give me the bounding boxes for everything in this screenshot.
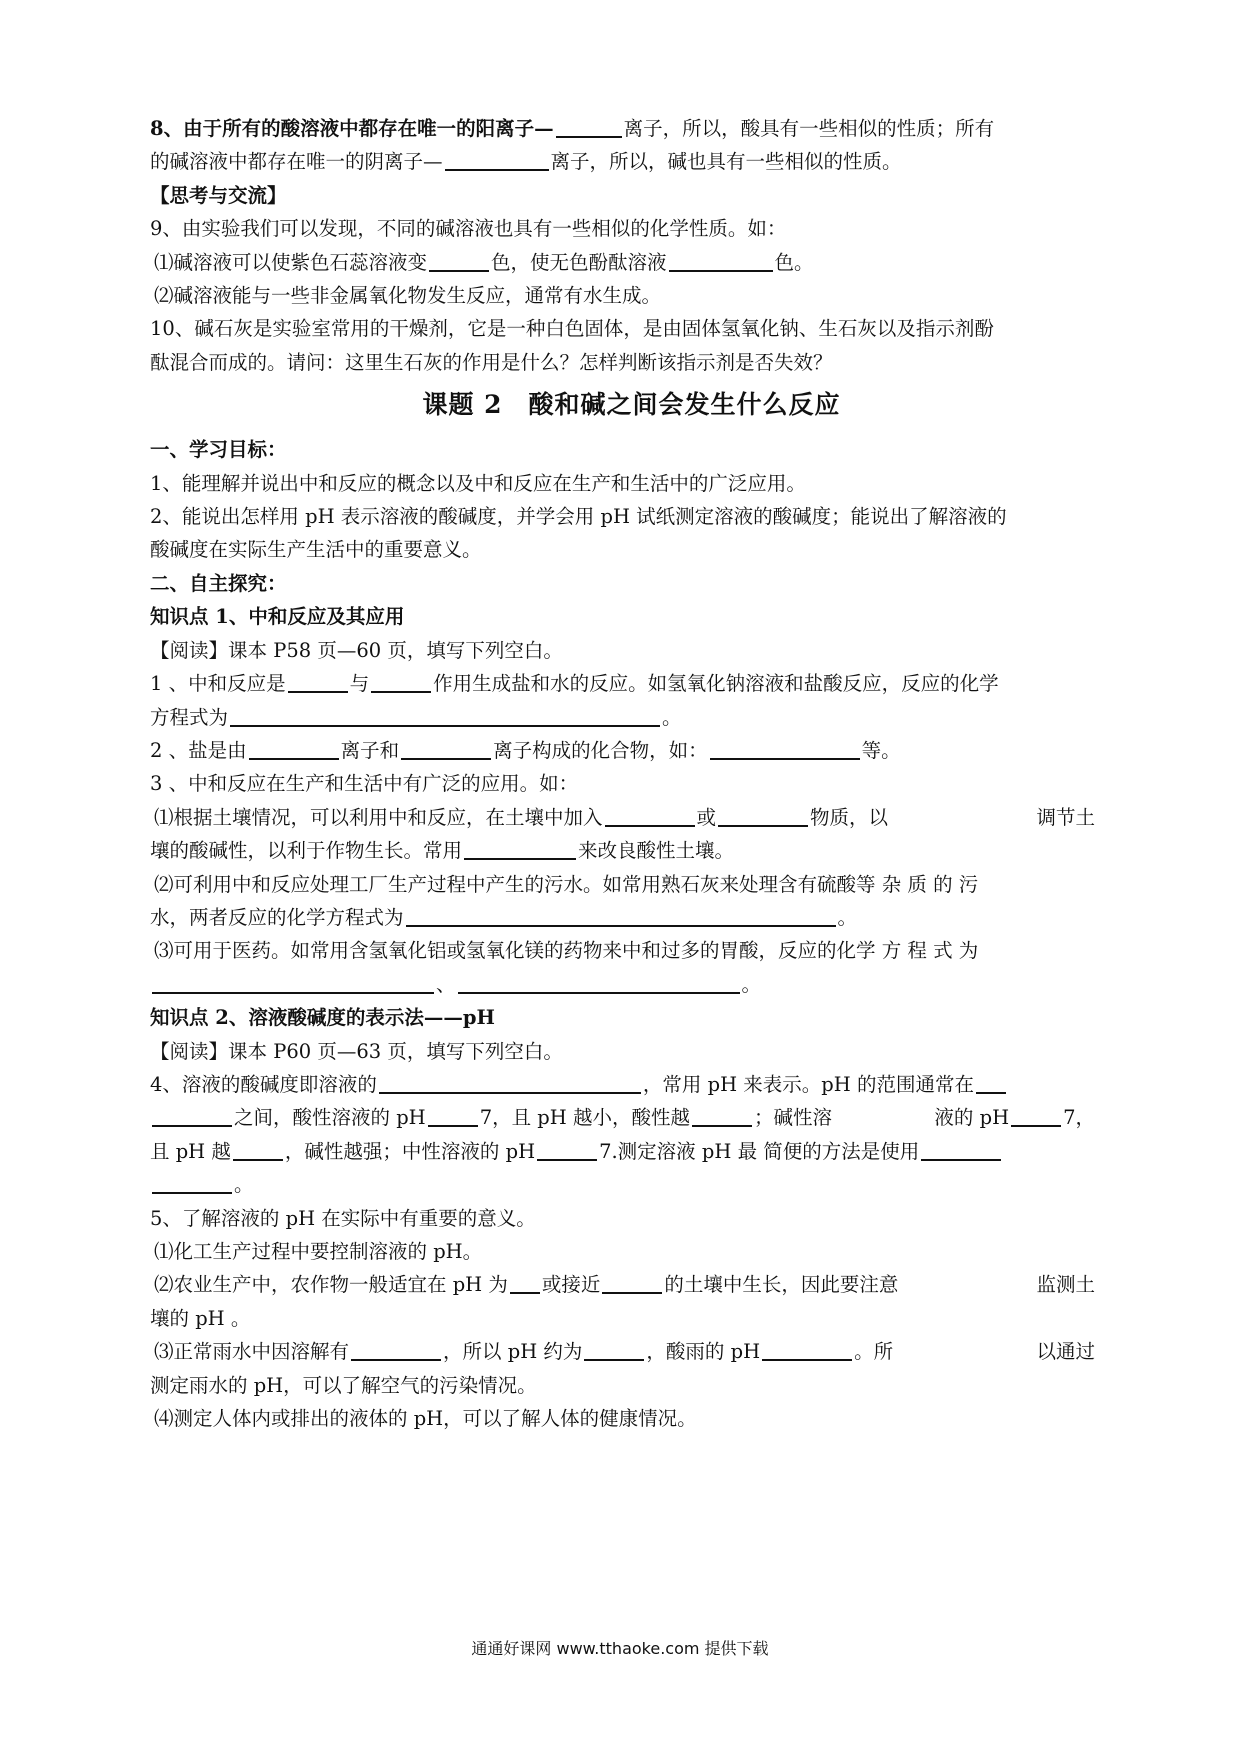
question-1-line-2: 方程式为 。 (150, 705, 682, 729)
blank[interactable] (584, 1358, 644, 1361)
question-1-line-1: 1 、中和反应是 与 作用生成盐和水的反应。如氢氧化钠溶液和盐酸反应，反应的化学 (150, 672, 999, 696)
question-2: 2 、盐是由 离子和 离子构成的化合物，如： 等。 (150, 738, 901, 762)
blank[interactable] (556, 135, 622, 138)
question-4-line-3: 且 pH 越 ，碱性越强；中性溶液的 pH 7.测定溶液 pH 最 简便的方法是使用 (150, 1135, 1095, 1168)
blank[interactable] (152, 1124, 232, 1127)
section-explore-heading: 二、自主探究： (150, 571, 287, 595)
question-3-1-line-2: 壤的酸碱性，以利于作物生长。常用 来改良酸性土壤。 (150, 839, 735, 863)
blank[interactable] (718, 824, 808, 827)
blank[interactable] (510, 1291, 540, 1294)
blank[interactable] (605, 824, 695, 827)
question-3-3-line-2: 、 。 (150, 968, 1095, 1001)
question-9-2: ⑵碱溶液能与一些非金属氧化物发生反应，通常有水生成。 (154, 284, 662, 308)
goal-2-line-1: 2、能说出怎样用 pH 表示溶液的酸碱度，并学会用 pH 试纸测定溶液的酸碱度；能说出了解溶液的 (150, 505, 1007, 529)
blank[interactable] (233, 1158, 283, 1161)
document-body (150, 112, 1095, 1435)
think-heading: 【思考与交流】 (150, 183, 287, 207)
lesson-title: 课题 2 酸和碱之间会发生什么反应 (422, 390, 841, 420)
section-goals-heading: 一、学习目标： (150, 438, 287, 462)
blank[interactable] (379, 1091, 641, 1094)
blank[interactable] (602, 1291, 662, 1294)
question-4-line-2: 之间，酸性溶液的 pH 7，且 pH 越小，酸性越 ；碱性溶 液的 pH 7， (150, 1101, 1095, 1134)
blank[interactable] (710, 757, 860, 760)
blank[interactable] (762, 1358, 852, 1361)
question-3-2-line-2: 水，两者反应的化学方程式为 。 (150, 905, 858, 929)
blank[interactable] (152, 991, 434, 994)
knowledge-point-2: 知识点 2、溶液酸碱度的表示法——pH (150, 1006, 495, 1030)
question-5-4: ⑷测定人体内或排出的液体的 pH，可以了解人体的健康情况。 (154, 1407, 697, 1431)
blank[interactable] (371, 690, 431, 693)
blank[interactable] (351, 1358, 441, 1361)
question-5-2-line-2: 壤的 pH 。 (150, 1306, 251, 1330)
question-5-3-line-2: 测定雨水的 pH，可以了解空气的污染情况。 (150, 1373, 537, 1397)
blank[interactable] (429, 269, 489, 272)
question-5: 5、了解溶液的 pH 在实际中有重要的意义。 (150, 1206, 536, 1230)
blank[interactable] (464, 857, 576, 860)
blank[interactable] (288, 690, 348, 693)
blank[interactable] (458, 991, 740, 994)
question-3: 3 、中和反应在生产和生活中有广泛的应用。如： (150, 772, 579, 796)
question-5-3-line-1: ⑶正常雨水中因溶解有 ，所以 pH 约为 ，酸雨的 pH 。所 以通过 (154, 1340, 1095, 1364)
blank[interactable] (428, 1124, 478, 1127)
blank[interactable] (406, 924, 836, 927)
question-10-line-2: 酞混合而成的。请问：这里生石灰的作用是什么？怎样判断该指示剂是否失效？ (150, 350, 833, 374)
question-5-1: ⑴化工生产过程中要控制溶液的 pH。 (154, 1240, 483, 1263)
blank[interactable] (669, 269, 773, 272)
blank[interactable] (152, 1191, 232, 1194)
question-4-line-1: 4、溶液的酸碱度即溶液的 ，常用 pH 来表示。pH 的范围通常在 (150, 1068, 1095, 1101)
question-8-line-2: 的碱溶液中都存在唯一的阴离子— 离子，所以，碱也具有一些相似的性质。 (150, 150, 902, 174)
question-10-line-1: 10、碱石灰是实验室常用的干燥剂，它是一种白色固体，是由固体氢氧化钠、生石灰以及指示剂酚 (150, 317, 994, 341)
question-3-3-line-1: ⑶可用于医药。如常用含氢氧化铝或氢氧化镁的药物来中和过多的胃酸，反应的化学 方 程 式 为 (154, 939, 979, 963)
blank[interactable] (249, 757, 339, 760)
question-9: 9、由实验我们可以发现，不同的碱溶液也具有一些相似的化学性质。如： (150, 217, 787, 241)
blank[interactable] (230, 724, 660, 727)
blank[interactable] (692, 1124, 752, 1127)
blank[interactable] (921, 1158, 1001, 1161)
blank[interactable] (401, 757, 491, 760)
page-footer: 通通好课网 www.tthaoke.com 提供下载 (471, 1639, 769, 1658)
blank[interactable] (1011, 1124, 1061, 1127)
question-5-2-line-1: ⑵农业生产中，农作物一般适宜在 pH 为 或接近 的土壤中生长，因此要注意 监测土 (154, 1273, 1095, 1297)
blank[interactable] (976, 1091, 1006, 1094)
reading-1: 【阅读】课本 P58 页—60 页，填写下列空白。 (150, 638, 563, 662)
knowledge-point-1: 知识点 1、中和反应及其应用 (150, 605, 405, 629)
goal-2-line-2: 酸碱度在实际生产生活中的重要意义。 (150, 538, 482, 562)
goal-1: 1、能理解并说出中和反应的概念以及中和反应在生产和生活中的广泛应用。 (150, 471, 806, 495)
question-9-1: ⑴碱溶液可以使紫色石蕊溶液变 色，使无色酚酞溶液 色。 (154, 250, 814, 274)
blank[interactable] (445, 168, 549, 171)
reading-2: 【阅读】课本 P60 页—63 页，填写下列空白。 (150, 1039, 563, 1063)
question-8-line-1: 8、由于所有的酸溶液中都存在唯一的阳离子— 离子，所以，酸具有一些相似的性质；所有 (150, 117, 995, 140)
question-3-2-line-1: ⑵可利用中和反应处理工厂生产过程中产生的污水。如常用熟石灰来处理含有硫酸等 杂 质 的 污 (154, 872, 979, 896)
question-3-1-line-1: ⑴根据土壤情况，可以利用中和反应，在土壤中加入 或 物质，以 调节土 (154, 805, 1095, 829)
blank[interactable] (537, 1158, 597, 1161)
question-4-line-4: 。 (150, 1168, 1095, 1201)
